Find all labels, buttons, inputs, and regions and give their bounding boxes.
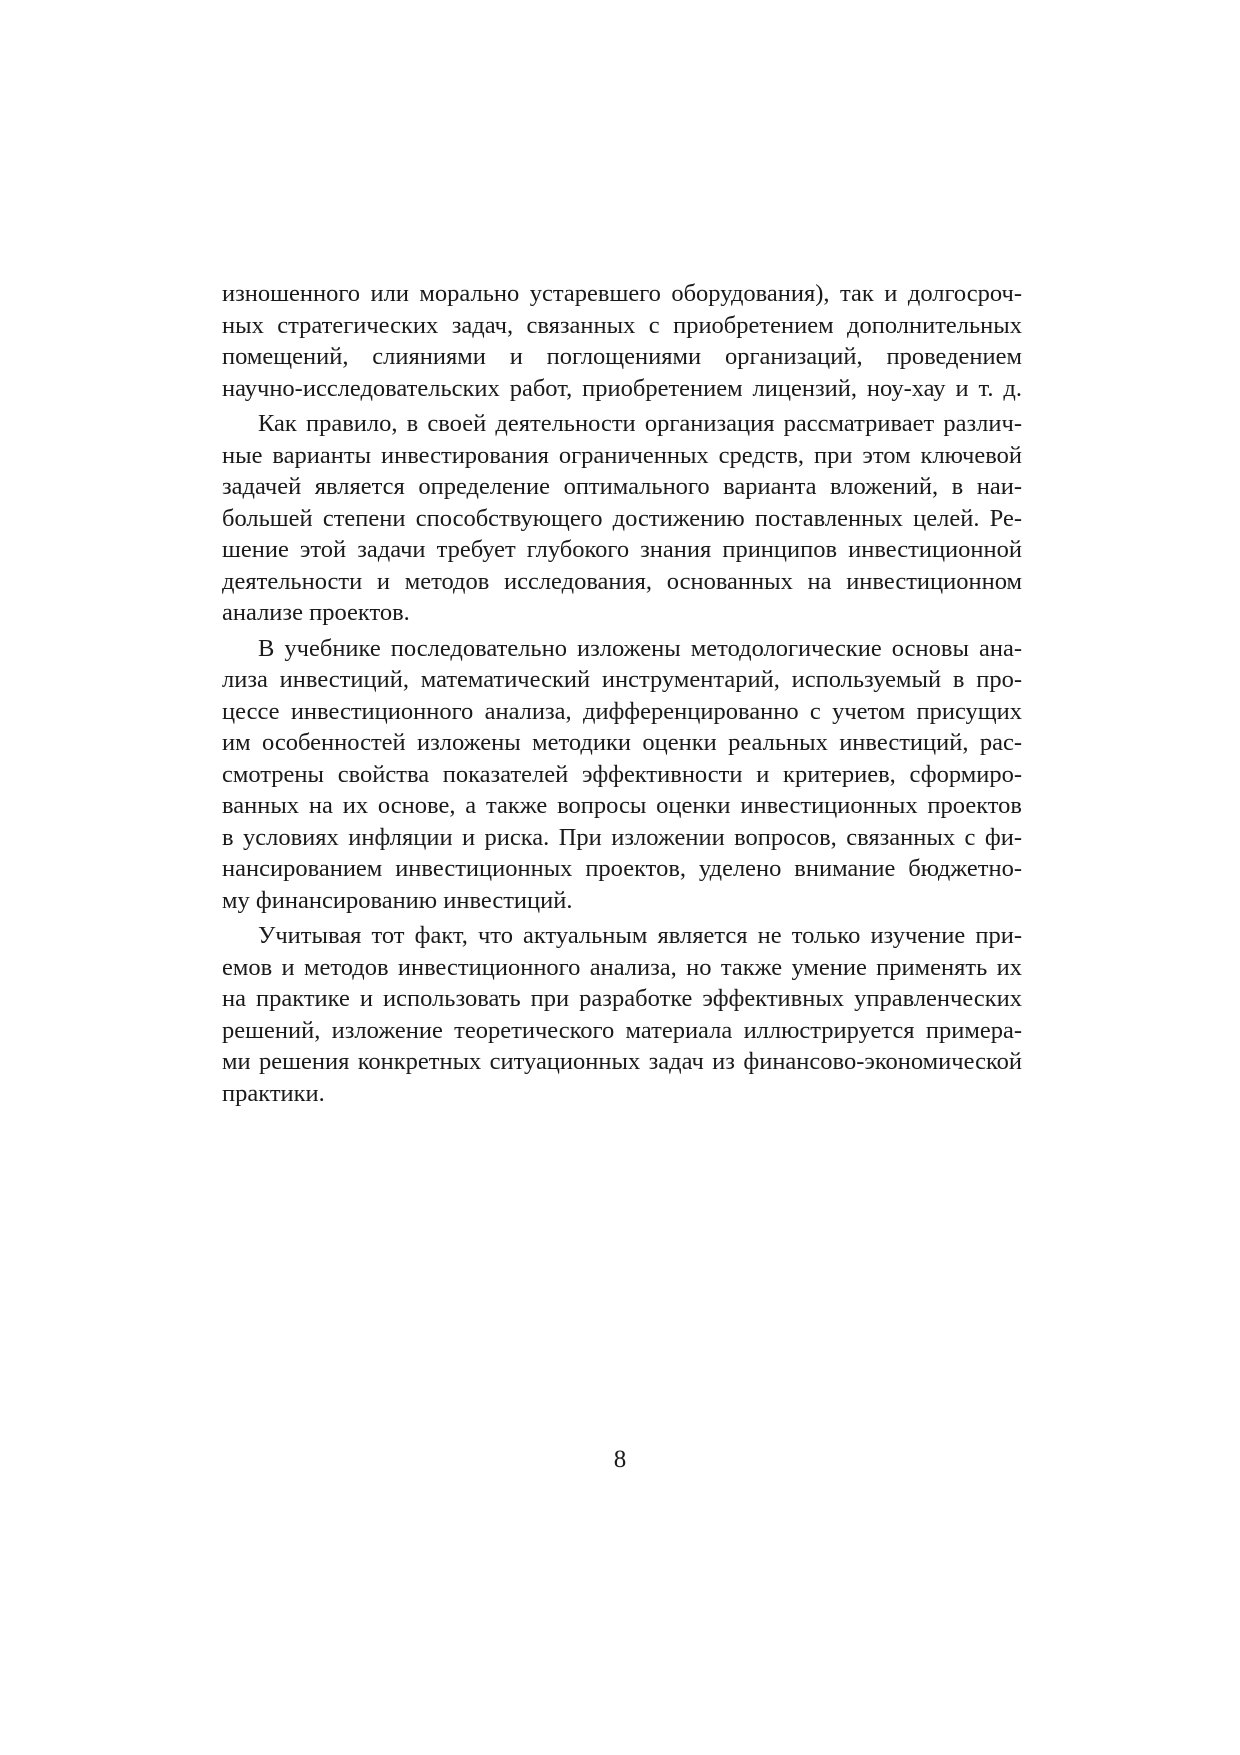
text-line: большей степени способствующего достижению поставленных целей. Ре- — [222, 504, 1022, 532]
text-line: анализе проектов. — [222, 599, 410, 626]
body-text — [222, 278, 1022, 1113]
text-line: решений, изложение теоретического материала иллюстрируется примера- — [222, 1016, 1022, 1044]
text-line: задачей является определение оптимального варианта вложений, в наи- — [222, 473, 1022, 500]
text-line: изношенного или морально устаревшего оборудования), так и долгосроч- — [222, 280, 1022, 307]
text-line: смотрены свойства показателей эффективности и критериев, сформиро- — [222, 760, 1022, 788]
paragraph-4 — [222, 920, 1022, 1109]
text-line: им особенностей изложены методики оценки реальных инвестиций, рас- — [222, 729, 1022, 756]
text-line: деятельности и методов исследования, основанных на инвестиционном — [222, 567, 1022, 595]
text-line: практики. — [222, 1079, 325, 1107]
text-line: ванных на их основе, а также вопросы оценки инвестиционных проектов — [222, 792, 1022, 819]
text-line: в условиях инфляции и риска. При изложении вопросов, связанных с фи- — [222, 823, 1022, 851]
text-line: ных стратегических задач, связанных с приобретением дополнительных — [222, 311, 1022, 339]
text-line: Как правило, в своей деятельности организация рассматривает различ- — [258, 410, 1022, 437]
text-line: на практике и использовать при разработке эффективных управленческих — [222, 985, 1022, 1012]
text-line: му финансированию инвестиций. — [222, 886, 573, 914]
text-line: шение этой задачи требует глубокого знания принципов инвестиционной — [222, 536, 1022, 563]
page-number: 8 — [613, 1446, 627, 1473]
text-line: помещений, слияниями и поглощениями организаций, проведением — [222, 343, 1022, 370]
text-line: ми решения конкретных ситуационных задач из финансово-экономической — [222, 1048, 1022, 1075]
text-line: научно-исследовательских работ, приобретением лицензий, ноу-хау и т. д. — [222, 374, 1022, 402]
text-line: лиза инвестиций, математический инструментарий, используемый в про- — [222, 666, 1022, 693]
paragraph-2 — [222, 408, 1022, 629]
paragraph-1 — [222, 278, 1022, 404]
text-line: нансированием инвестиционных проектов, уделено внимание бюджетно- — [222, 855, 1022, 882]
text-line: емов и методов инвестиционного анализа, но также умение применять их — [222, 953, 1022, 981]
text-line: Учитывая тот факт, что актуальным является не только изучение при- — [258, 922, 1022, 949]
text-line: ные варианты инвестирования ограниченных средств, при этом ключевой — [222, 441, 1022, 469]
text-line: цессе инвестиционного анализа, дифференцированно с учетом присущих — [222, 697, 1022, 725]
text-line: В учебнике последовательно изложены методологические основы ана- — [258, 634, 1022, 662]
paragraph-3 — [222, 633, 1022, 917]
